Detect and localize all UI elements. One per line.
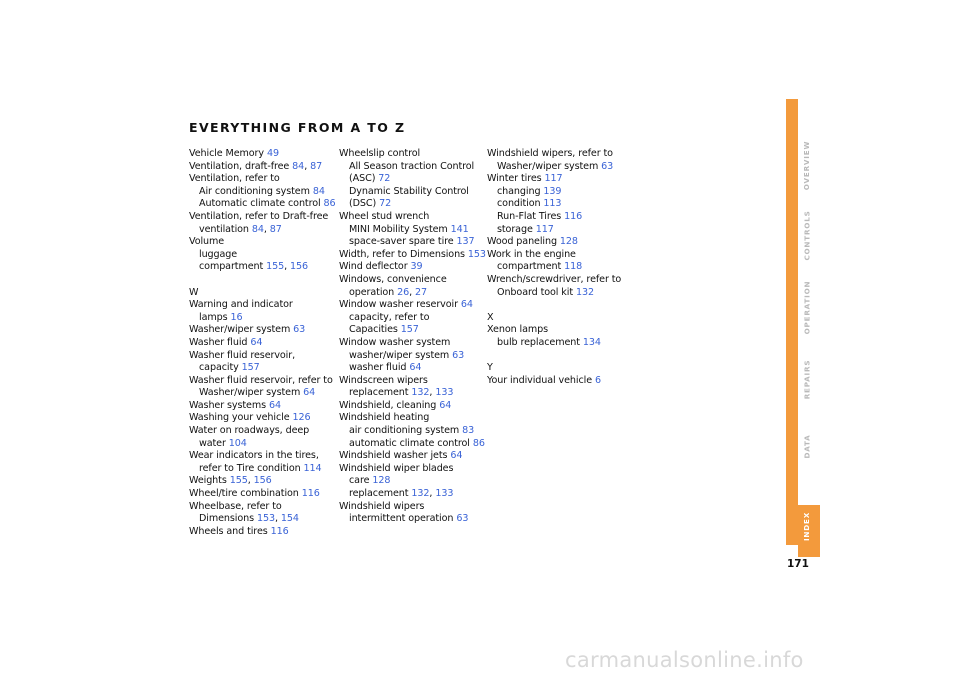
index-entry [339, 375, 489, 388]
entry-text: replacement [349, 488, 409, 500]
index-entry [339, 362, 489, 375]
index-entry [487, 148, 637, 161]
index-entry [189, 488, 339, 501]
page-link[interactable]: 156 [290, 261, 309, 273]
index-entry [189, 425, 339, 438]
entry-text: Wood paneling [487, 236, 557, 248]
page-link[interactable]: 72 [378, 173, 391, 185]
entry-text: Warning and indicator [189, 299, 293, 311]
index-entry [487, 324, 637, 337]
index-column-1 [189, 148, 339, 538]
index-entry [487, 198, 637, 211]
index-entry [339, 463, 489, 476]
index-entry [189, 236, 339, 249]
entry-text: water [199, 437, 226, 449]
entry-text: condition [497, 198, 541, 210]
page-link[interactable]: 155 [229, 475, 248, 487]
tab-operation-label: OPERATION [802, 280, 812, 334]
tab-index[interactable] [798, 511, 816, 541]
entry-text: Windscreen wipers [339, 374, 428, 386]
index-entry [339, 161, 489, 174]
entry-text: Ventilation, refer to Draft-free [189, 210, 329, 222]
index-entry [189, 400, 339, 413]
entry-text: replacement [349, 387, 409, 399]
index-letter-heading [487, 312, 637, 325]
index-entry [487, 224, 637, 237]
page-link[interactable]: 64 [439, 399, 452, 411]
entry-text: W [189, 286, 199, 298]
page-link[interactable]: 64 [409, 362, 422, 374]
index-entry [189, 299, 339, 312]
entry-text: Windshield heating [339, 412, 430, 424]
index-entry [189, 412, 339, 425]
page-link[interactable]: 133 [435, 387, 454, 399]
page-link[interactable]: 26 [397, 286, 410, 298]
page-link[interactable]: 132 [411, 387, 430, 399]
entry-text: Wind deflector [339, 261, 408, 273]
entry-text: luggage [199, 248, 238, 260]
page-link[interactable]: 114 [303, 462, 322, 474]
page-link[interactable]: 83 [462, 425, 475, 437]
index-entry [339, 299, 489, 312]
entry-text: Water on roadways, deep [189, 425, 310, 437]
page-link[interactable]: 128 [559, 236, 578, 248]
page-link[interactable]: 63 [456, 513, 469, 525]
index-entry [339, 198, 489, 211]
index-letter-heading [487, 362, 637, 375]
entry-text: air conditioning system [349, 425, 460, 437]
page-link[interactable]: 63 [601, 160, 614, 172]
index-entry [339, 501, 489, 514]
page-link[interactable]: 141 [450, 223, 469, 235]
entry-text: Washer/wiper system [199, 387, 301, 399]
page-link[interactable]: 134 [582, 336, 601, 348]
page-link[interactable]: 86 [323, 198, 336, 210]
entry-text: (ASC) [349, 173, 376, 185]
index-entry [487, 261, 637, 274]
index-entry: operation 26, 27 [349, 286, 428, 298]
index-entry [189, 463, 339, 476]
entry-text: Windshield washer jets [339, 450, 448, 462]
entry-text: Wheels and tires [189, 525, 268, 537]
page-link[interactable]: 64 [268, 399, 281, 411]
index-entry [339, 400, 489, 413]
entry-text: Run-Flat Tires [497, 210, 562, 222]
entry-text: Y [487, 362, 493, 374]
page-link[interactable]: 118 [564, 261, 583, 273]
entry-text: Work in the engine [487, 248, 576, 260]
page-link[interactable]: 64 [250, 336, 263, 348]
index-entry: replacement 132, 133 [349, 387, 454, 399]
index-entry [189, 526, 339, 539]
entry-text: Wheelbase, refer to [189, 500, 282, 512]
index-entry [487, 161, 637, 174]
entry-text: Windshield wipers [339, 500, 425, 512]
entry-text: changing [497, 185, 541, 197]
tab-controls-label: CONTROLS [802, 209, 812, 261]
entry-text: Window washer reservoir [339, 299, 458, 311]
entry-text: intermittent operation [349, 513, 454, 525]
entry-text: Capacities [349, 324, 398, 336]
entry-text: refer to Tire condition [199, 462, 301, 474]
page-link[interactable]: 87 [269, 223, 282, 235]
page-link[interactable]: 16 [230, 311, 243, 323]
entry-text: Wheel stud wrench [339, 210, 430, 222]
index-entry [339, 475, 489, 488]
section-sidebar [786, 99, 798, 545]
index-entry [339, 350, 489, 363]
entry-text: Washer fluid [189, 336, 248, 348]
entry-text: Windshield, cleaning [339, 399, 437, 411]
entry-text: ventilation [199, 223, 249, 235]
index-entry [189, 501, 339, 514]
entry-text: Windshield wipers, refer to [487, 148, 613, 159]
entry-text: Wheel/tire combination [189, 488, 299, 500]
index-entry [339, 312, 489, 325]
index-entry [487, 274, 637, 287]
entry-text: Ventilation, draft-free [189, 160, 290, 172]
page-link[interactable]: 132 [411, 488, 430, 500]
entry-text: capacity [199, 362, 239, 374]
index-entry [189, 312, 339, 325]
page-link[interactable]: 132 [575, 286, 594, 298]
index-entry [339, 438, 489, 451]
index-entry [189, 375, 339, 388]
page-link[interactable]: 137 [456, 236, 475, 248]
index-entry [189, 148, 339, 161]
index-entry [189, 198, 339, 211]
entry-text: Washer/wiper system [189, 324, 291, 336]
entry-text: Dynamic Stability Control [349, 185, 469, 197]
page-link[interactable]: 72 [379, 198, 392, 210]
index-entry [487, 375, 637, 388]
page-link[interactable]: 84 [312, 185, 325, 197]
page-link[interactable]: 117 [535, 223, 554, 235]
entry-text: Window washer system [339, 336, 451, 348]
entry-text: automatic climate control [349, 437, 470, 449]
tab-data[interactable] [798, 433, 816, 459]
page-link[interactable]: 154 [280, 513, 299, 525]
entry-text: compartment [199, 261, 264, 273]
tab-index-label: INDEX [802, 511, 812, 541]
index-entry: Ventilation, draft-free 84, 87 [189, 160, 323, 172]
index-entry [487, 337, 637, 350]
entry-text: operation [349, 286, 395, 298]
entry-text: Ventilation, refer to [189, 173, 280, 185]
entry-text: Windshield wiper blades [339, 462, 454, 474]
entry-text: Wear indicators in the tires, [189, 450, 319, 462]
entry-text: compartment [497, 261, 562, 273]
index-entry: ventilation 84, 87 [199, 223, 282, 235]
index-entry [189, 350, 339, 363]
index-entry [189, 438, 339, 451]
index-entry [339, 274, 489, 287]
page-link[interactable]: 63 [452, 349, 465, 361]
index-entry [339, 224, 489, 237]
index-entry [339, 337, 489, 350]
index-entry: compartment 155, 156 [199, 261, 309, 273]
page-link[interactable]: 49 [266, 148, 279, 159]
entry-text: Volume [189, 236, 225, 248]
tab-repairs-label: REPAIRS [802, 359, 812, 399]
page-link[interactable]: 6 [594, 374, 601, 386]
index-entry [339, 249, 489, 262]
index-entry [339, 412, 489, 425]
page-link[interactable]: 64 [450, 450, 463, 462]
index-entry [189, 211, 339, 224]
entry-text: washer fluid [349, 362, 407, 374]
entry-text: Vehicle Memory [189, 148, 264, 159]
entry-text: care [349, 475, 370, 487]
entry-text: washer/wiper system [349, 349, 450, 361]
page-link[interactable]: 86 [472, 437, 485, 449]
index-column-2 [339, 148, 489, 526]
entry-text: Windows, convenience [339, 273, 447, 285]
watermark: carmanualsonline.info [565, 648, 804, 672]
entry-text: Automatic climate control [199, 198, 321, 210]
tab-operation[interactable] [798, 280, 816, 334]
page-link[interactable]: 117 [544, 173, 563, 185]
index-entry [189, 450, 339, 463]
entry-text: storage [497, 223, 533, 235]
entry-text: All Season traction Control [349, 160, 475, 172]
index-entry [189, 387, 339, 400]
index-entry [487, 186, 637, 199]
entry-text: capacity, refer to [349, 311, 430, 323]
page-link[interactable]: 113 [543, 198, 562, 210]
entry-text: Your individual vehicle [487, 374, 593, 386]
index-entry [487, 211, 637, 224]
entry-text: Washer fluid reservoir, [189, 349, 296, 361]
index-entry [487, 173, 637, 186]
entry-text: (DSC) [349, 198, 377, 210]
page-link[interactable]: 153 [467, 248, 486, 260]
page-link[interactable]: 139 [543, 185, 562, 197]
index-entry [339, 173, 489, 186]
page-number: 171 [787, 558, 809, 570]
tab-controls[interactable] [798, 209, 816, 261]
index-entry [189, 249, 339, 262]
page-link[interactable]: 116 [270, 525, 289, 537]
page-link[interactable]: 116 [301, 488, 320, 500]
entry-text: Weights [189, 475, 227, 487]
entry-text: Washer systems [189, 399, 267, 411]
page-link[interactable]: 128 [372, 475, 391, 487]
page-title: EVERYTHING FROM A TO Z [189, 120, 406, 135]
index-entry [339, 211, 489, 224]
tab-data-label: DATA [802, 433, 812, 459]
tab-overview-label: OVERVIEW [802, 140, 812, 190]
tab-repairs[interactable] [798, 359, 816, 399]
entry-text: Xenon lamps [487, 324, 549, 336]
page-link[interactable]: 104 [228, 437, 247, 449]
entry-text: Air conditioning system [199, 185, 310, 197]
page-link[interactable]: 156 [253, 475, 272, 487]
page-link[interactable]: 87 [310, 160, 323, 172]
index-entry [487, 249, 637, 262]
entry-text: MINI Mobility System [349, 223, 448, 235]
page-link[interactable]: 155 [266, 261, 285, 273]
page-link[interactable]: 157 [400, 324, 419, 336]
index-entry [339, 148, 489, 161]
tab-overview[interactable] [798, 140, 816, 190]
index-entry [189, 337, 339, 350]
index-entry [189, 173, 339, 186]
index-entry [339, 186, 489, 199]
entry-text: Washer fluid reservoir, refer to [189, 374, 333, 386]
page-link[interactable]: 63 [293, 324, 306, 336]
index-entry: Dimensions 153, 154 [199, 513, 299, 525]
index-entry [339, 450, 489, 463]
entry-text: space-saver spare tire [349, 236, 454, 248]
entry-text: Winter tires [487, 173, 542, 185]
entry-text: Width, refer to Dimensions [339, 248, 465, 260]
entry-text: bulb replacement [497, 336, 580, 348]
page-link[interactable]: 84 [292, 160, 305, 172]
index-entry [339, 324, 489, 337]
index-entry [339, 261, 489, 274]
entry-text: Dimensions [199, 513, 254, 525]
index-entry [487, 236, 637, 249]
entry-text: Washer/wiper system [497, 160, 599, 172]
page-link[interactable]: 126 [292, 412, 311, 424]
entry-text: Wrench/screwdriver, refer to [487, 273, 622, 285]
entry-text: X [487, 311, 494, 323]
entry-text: lamps [199, 311, 228, 323]
index-letter-heading [189, 287, 339, 300]
entry-text: Wheelslip control [339, 148, 421, 159]
page-link[interactable]: 84 [251, 223, 264, 235]
index-entry [189, 186, 339, 199]
page-link[interactable]: 116 [564, 210, 583, 222]
entry-text: Washing your vehicle [189, 412, 290, 424]
index-column-3 [487, 148, 637, 387]
index-entry [189, 324, 339, 337]
index-entry: replacement 132, 133 [349, 488, 454, 500]
page-link[interactable]: 64 [460, 299, 473, 311]
index-entry [339, 425, 489, 438]
page-link[interactable]: 39 [410, 261, 423, 273]
page-link[interactable]: 153 [256, 513, 275, 525]
index-entry: Weights 155, 156 [189, 475, 272, 487]
index-entry [339, 513, 489, 526]
index-entry [189, 362, 339, 375]
page-link[interactable]: 133 [435, 488, 454, 500]
index-entry [339, 236, 489, 249]
page-link[interactable]: 27 [415, 286, 428, 298]
entry-text: Onboard tool kit [497, 286, 573, 298]
page-link[interactable]: 64 [303, 387, 316, 399]
page-link[interactable]: 157 [241, 362, 260, 374]
index-entry [487, 287, 637, 300]
